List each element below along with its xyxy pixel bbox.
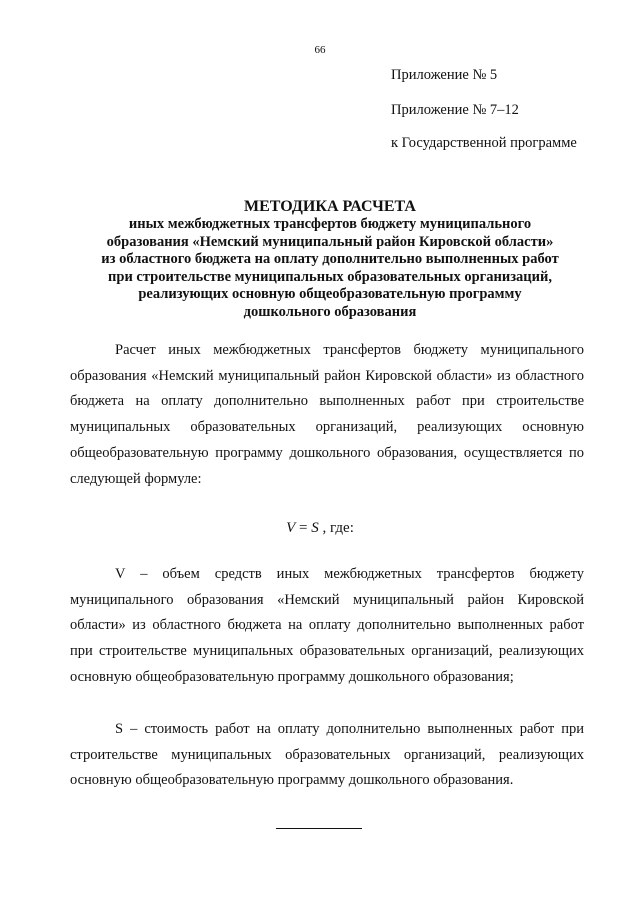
title-line-6: дошкольного образования — [243, 303, 417, 320]
title-line-3: из областного бюджета на оплату дополнительно выполненных работ — [101, 251, 559, 267]
title-heading: МЕТОДИКА РАСЧЕТА — [244, 198, 416, 215]
formula-rhs: S — [311, 520, 319, 536]
appendix-line-1: Приложение № 5 — [391, 67, 498, 83]
page-number: 66 — [314, 44, 326, 56]
appendix-line-2: Приложение № 7–12 — [391, 102, 519, 118]
end-rule-divider — [276, 828, 362, 829]
title-line-5: реализующих основную общеобразовательную программу — [138, 286, 522, 302]
formula-lhs: V — [286, 520, 296, 536]
formula-equals: = — [295, 520, 312, 536]
title-line-2: образования «Немский муниципальный район Кировской области» — [106, 233, 554, 250]
definition-v: V – объем средств иных межбюджетных трансфертов бюджету муниципального образования «Немский муниципальный район Кировской области» из областного бюджета на оплату дополнительно выполненных работ при строительстве муниципальных образовательных организаций, реализующих основную общеобразовательную программу дошкольного образования; — [70, 566, 584, 685]
definition-s: S – стоимость работ на оплату дополнительно выполненных работ при строительстве муниципальных образовательных организаций, реализующих основную общеобразовательную программу дошкольного образования. — [70, 721, 584, 789]
intro-paragraph: Расчет иных межбюджетных трансфертов бюджету муниципального образования «Немский муниципальный район Кировской области» из областного бюджета на оплату дополнительно выполненных работ при строительстве муниципальных образовательных организаций, реализующих основную общеобразовательную программу дошкольного образования, осуществляется по следующей формуле: — [70, 342, 584, 487]
appendix-line-3: к Государственной программе — [391, 135, 577, 151]
title-line-1: иных межбюджетных трансфертов бюджету муниципального — [128, 216, 532, 232]
formula-suffix: , где: — [318, 520, 354, 536]
document-title — [70, 197, 590, 321]
formula — [0, 520, 640, 537]
title-line-4: при строительстве муниципальных образовательных организаций, — [108, 268, 552, 285]
